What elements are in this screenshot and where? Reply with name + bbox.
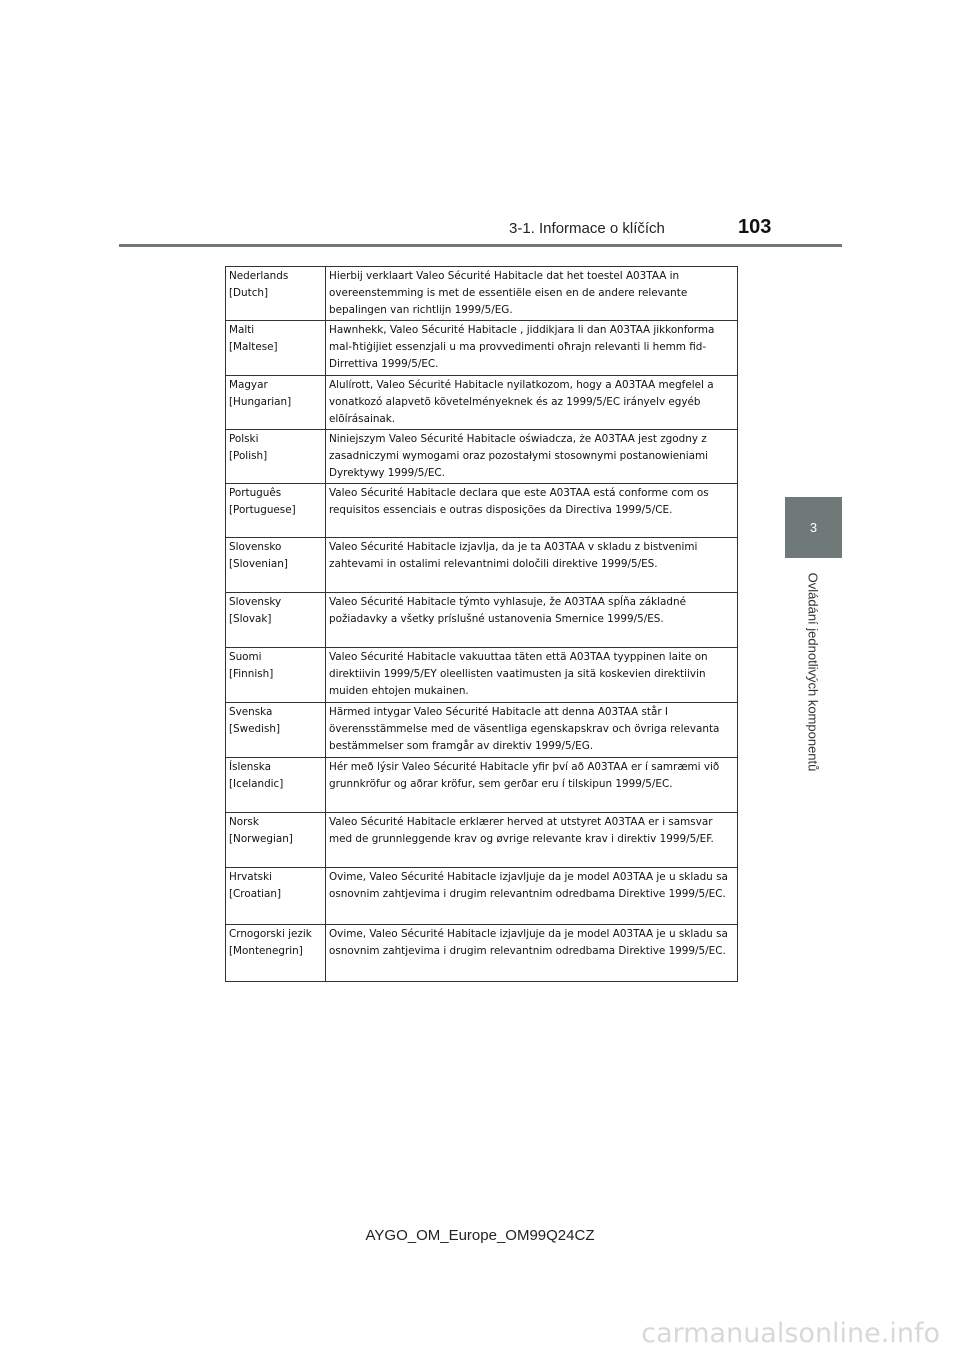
language-cell: Crnogorski jezik [Montenegrin] xyxy=(226,925,326,982)
declaration-text: Härmed intygar Valeo Sécurité Habitacle att denna A03TAA står I överensstämmelse med de väsentliga egenskapskrav och övriga relevanta bestämmelser som framgår av direktiv 1999/5/EG. xyxy=(326,703,738,758)
table-row xyxy=(226,321,738,376)
language-cell: Svenska [Swedish] xyxy=(226,703,326,758)
language-cell: Nederlands [Dutch] xyxy=(226,267,326,321)
table-row xyxy=(226,648,738,703)
declaration-text: Hawnhekk, Valeo Sécurité Habitacle , jiddikjara li dan A03TAA jikkonforma mal-ħtiġijiet essenzjali u ma provvedimenti oħrajn relevanti li hemm fid-Dirrettiva 1999/5/EC. xyxy=(326,321,738,376)
document-footer: AYGO_OM_Europe_OM99Q24CZ xyxy=(365,1227,595,1244)
chapter-number: 3 xyxy=(809,520,818,535)
declaration-text: Valeo Sécurité Habitacle declara que este A03TAA está conforme com os requisitos essenciais e outras disposições da Directiva 1999/5/CE. xyxy=(326,484,738,538)
header-divider xyxy=(119,244,842,247)
language-cell: Hrvatski [Croatian] xyxy=(226,868,326,925)
declaration-text: Valeo Sécurité Habitacle erklærer herved at utstyret A03TAA er i samsvar med de grunnleggende krav og øvrige relevante krav i direktiv 1999/5/EF. xyxy=(326,813,738,868)
declaration-text: Niniejszym Valeo Sécurité Habitacle oświadcza, że A03TAA jest zgodny z zasadniczymi wymogami oraz pozostałymi stosownymi postanowieniami Dyrektywy 1999/5/EC. xyxy=(326,430,738,484)
chapter-tab xyxy=(785,497,842,558)
section-title: 3-1. Informace o klíčích xyxy=(509,220,665,237)
language-cell: Português [Portuguese] xyxy=(226,484,326,538)
language-cell: Malti [Maltese] xyxy=(226,321,326,376)
language-cell: Slovensky [Slovak] xyxy=(226,593,326,648)
language-cell: Suomi [Finnish] xyxy=(226,648,326,703)
declaration-text: Ovime, Valeo Sécurité Habitacle izjavljuje da je model A03TAA je u skladu sa osnovnim zahtjevima i drugim relevantnim odredbama Direktive 1999/5/EC. xyxy=(326,868,738,925)
chapter-label: Ovládání jednotlivých komponentů xyxy=(805,572,821,772)
declaration-text: Hér með lýsir Valeo Sécurité Habitacle yfir því að A03TAA er í samræmi við grunnkröfur og aðrar kröfur, sem gerðar eru í tilskipun 1999/5/EC. xyxy=(326,758,738,813)
language-cell: Norsk [Norwegian] xyxy=(226,813,326,868)
table-row xyxy=(226,593,738,648)
table-row xyxy=(226,538,738,593)
language-cell: Íslenska [Icelandic] xyxy=(226,758,326,813)
table-row xyxy=(226,430,738,484)
language-cell: Polski [Polish] xyxy=(226,430,326,484)
page-number: 103 xyxy=(738,216,772,238)
declaration-text: Valeo Sécurité Habitacle izjavlja, da je ta A03TAA v skladu z bistvenimi zahtevami in ostalimi relevantnimi določili direktive 1999/5/ES. xyxy=(326,538,738,593)
declaration-text: Hierbij verklaart Valeo Sécurité Habitacle dat het toestel A03TAA in overeenstemming is met de essentiële eisen en de andere relevante bepalingen van richtlijn 1999/5/EG. xyxy=(326,267,738,321)
table-row xyxy=(226,868,738,925)
table-row xyxy=(226,703,738,758)
declaration-text: Valeo Sécurité Habitacle vakuuttaa täten että A03TAA tyyppinen laite on direktiivin 1999/5/EY oleellisten vaatimusten ja sitä koskevien direktiivin muiden ehtojen mukainen. xyxy=(326,648,738,703)
table-row xyxy=(226,758,738,813)
declaration-table xyxy=(225,266,738,982)
table-row xyxy=(226,813,738,868)
language-cell: Magyar [Hungarian] xyxy=(226,376,326,430)
table-row xyxy=(226,376,738,430)
watermark: carmanualsonline.info xyxy=(641,1318,940,1349)
language-cell: Slovensko [Slovenian] xyxy=(226,538,326,593)
declaration-text: Ovime, Valeo Sécurité Habitacle izjavljuje da je model A03TAA je u skladu sa osnovnim zahtjevima i drugim relevantnim odredbama Direktive 1999/5/EC. xyxy=(326,925,738,982)
table-row xyxy=(226,484,738,538)
table-row xyxy=(226,267,738,321)
declaration-text: Valeo Sécurité Habitacle týmto vyhlasuje, že A03TAA spĺňa základné požiadavky a všetky príslušné ustanovenia Smernice 1999/5/ES. xyxy=(326,593,738,648)
declaration-text: Alulírott, Valeo Sécurité Habitacle nyilatkozom, hogy a A03TAA megfelel a vonatkozó alapvetõ követelményeknek és az 1999/5/EC irányelv egyéb elõírásainak. xyxy=(326,376,738,430)
table-row xyxy=(226,925,738,982)
